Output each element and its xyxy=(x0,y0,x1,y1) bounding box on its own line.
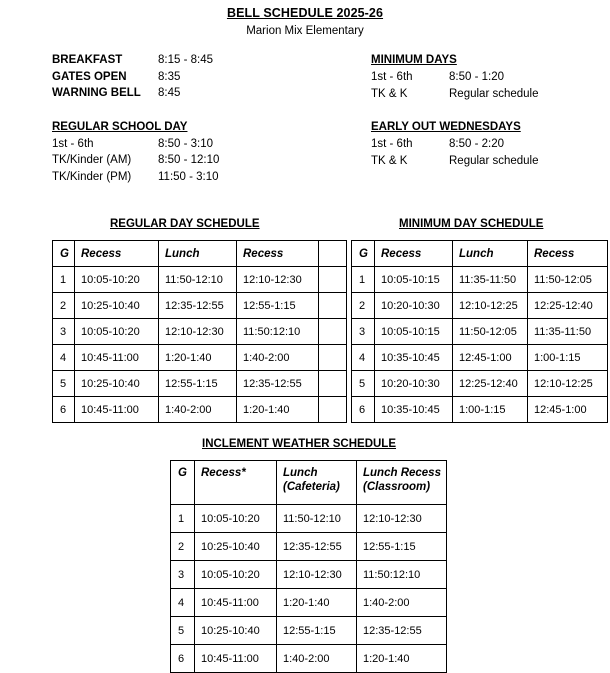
cell-recess2: 12:45-1:00 xyxy=(528,397,608,423)
info-row xyxy=(52,85,219,102)
cell-recess2: 12:55-1:15 xyxy=(237,293,319,319)
info-label: 1st - 6th xyxy=(371,138,413,150)
cell-lunch: 12:45-1:00 xyxy=(453,345,528,371)
column-header-lunch: Lunch xyxy=(453,241,528,267)
info-row xyxy=(371,153,539,170)
minimum-day-schedule-heading: MINIMUM DAY SCHEDULE xyxy=(399,218,544,230)
cell-lunch: 1:40-2:00 xyxy=(159,397,237,423)
cell-lunch: 12:10-12:25 xyxy=(453,293,528,319)
info-label: BREAKFAST xyxy=(52,54,123,66)
info-value: 11:50 - 3:10 xyxy=(158,170,219,183)
cell-lunch-recess: 12:10-12:30 xyxy=(357,505,447,533)
info-row xyxy=(52,136,219,153)
info-row xyxy=(52,69,219,86)
cell-lunch: 12:10-12:30 xyxy=(277,561,357,589)
table-header-row xyxy=(352,241,608,267)
regular-school-day-group xyxy=(52,119,219,186)
early-out-wednesdays-heading: EARLY OUT WEDNESDAYS xyxy=(371,121,521,133)
special-days-column xyxy=(371,52,539,169)
regular-day-schedule-table xyxy=(52,240,347,423)
info-row xyxy=(52,169,219,186)
info-value: 8:50 - 1:20 xyxy=(449,71,504,83)
table-row xyxy=(171,533,447,561)
cell-lunch: 12:55-1:15 xyxy=(159,371,237,397)
column-header-lunch-line1: Lunch xyxy=(283,467,318,479)
cell-grade: 2 xyxy=(171,533,195,561)
cell-grade: 2 xyxy=(352,293,375,319)
info-label: WARNING BELL xyxy=(52,87,141,99)
cell-recess1: 10:35-10:45 xyxy=(375,397,453,423)
cell-recess: 10:45-11:00 xyxy=(195,589,277,617)
cell-grade: 1 xyxy=(53,267,75,293)
cell-recess1: 10:05-10:15 xyxy=(375,319,453,345)
column-header-lunch-line2: (Cafeteria) xyxy=(283,481,340,493)
cell-grade: 2 xyxy=(53,293,75,319)
info-label: 1st - 6th xyxy=(371,71,413,83)
cell-lunch-recess: 11:50:12:10 xyxy=(357,561,447,589)
cell-lunch: 11:50-12:10 xyxy=(277,505,357,533)
cell-lunch: 11:50-12:10 xyxy=(159,267,237,293)
cell-recess: 10:25-10:40 xyxy=(195,533,277,561)
cell-lunch: 12:35-12:55 xyxy=(159,293,237,319)
minimum-days-group xyxy=(371,52,539,102)
cell-recess2: 12:25-12:40 xyxy=(528,293,608,319)
daily-times-column xyxy=(52,52,219,185)
cell-recess2: 12:35-12:55 xyxy=(237,371,319,397)
cell-recess1: 10:45-11:00 xyxy=(75,345,159,371)
regular-day-schedule-heading: REGULAR DAY SCHEDULE xyxy=(110,218,260,230)
cell-recess1: 10:05-10:15 xyxy=(375,267,453,293)
cell-grade: 4 xyxy=(53,345,75,371)
cell-recess2: 1:20-1:40 xyxy=(237,397,319,423)
column-header-recess2: Recess xyxy=(237,241,319,267)
cell-recess1: 10:35-10:45 xyxy=(375,345,453,371)
column-header-lunch-cafeteria xyxy=(277,461,357,505)
cell-recess2: 1:40-2:00 xyxy=(237,345,319,371)
cell-grade: 1 xyxy=(352,267,375,293)
cell-lunch: 11:35-11:50 xyxy=(453,267,528,293)
document-header xyxy=(0,6,610,39)
table-row xyxy=(53,293,347,319)
minimum-days-heading: MINIMUM DAYS xyxy=(371,54,457,66)
info-row xyxy=(52,52,219,69)
info-value: 8:50 - 3:10 xyxy=(158,137,213,150)
info-value: Regular schedule xyxy=(449,87,539,100)
cell-recess2: 11:35-11:50 xyxy=(528,319,608,345)
cell-grade: 5 xyxy=(352,371,375,397)
table-row xyxy=(53,345,347,371)
cell-lunch: 12:55-1:15 xyxy=(277,617,357,645)
cell-grade: 1 xyxy=(171,505,195,533)
column-header-lunch-recess-classroom xyxy=(357,461,447,505)
cell-lunch: 1:20-1:40 xyxy=(159,345,237,371)
info-label: TK & K xyxy=(371,154,408,167)
cell-grade: 4 xyxy=(171,589,195,617)
cell-grade: 5 xyxy=(53,371,75,397)
cell-grade: 6 xyxy=(53,397,75,423)
cell-recess1: 10:20-10:30 xyxy=(375,371,453,397)
inclement-weather-schedule-table xyxy=(170,460,447,673)
info-value: 8:15 - 8:45 xyxy=(158,54,213,66)
cell-grade: 3 xyxy=(171,561,195,589)
cell-blank xyxy=(319,345,347,371)
school-name: Marion Mix Elementary xyxy=(246,25,364,37)
info-row xyxy=(371,69,539,86)
cell-lunch: 1:20-1:40 xyxy=(277,589,357,617)
cell-lunch: 12:25-12:40 xyxy=(453,371,528,397)
regular-school-day-heading: REGULAR SCHOOL DAY xyxy=(52,120,188,133)
table-row xyxy=(53,371,347,397)
cell-recess2: 12:10-12:30 xyxy=(237,267,319,293)
cell-recess2: 11:50-12:05 xyxy=(528,267,608,293)
column-header-recess2: Recess xyxy=(528,241,608,267)
minimum-day-schedule-table xyxy=(351,240,608,423)
cell-recess: 10:25-10:40 xyxy=(195,617,277,645)
cell-recess2: 12:10-12:25 xyxy=(528,371,608,397)
cell-recess1: 10:05-10:20 xyxy=(75,319,159,345)
cell-lunch: 12:35-12:55 xyxy=(277,533,357,561)
page-title: BELL SCHEDULE 2025-26 xyxy=(226,6,384,20)
cell-grade: 6 xyxy=(352,397,375,423)
column-header-grade: G xyxy=(352,241,375,267)
info-value: 8:50 - 2:20 xyxy=(449,138,504,150)
column-header-recess1: Recess xyxy=(375,241,453,267)
cell-blank xyxy=(319,397,347,423)
table-row xyxy=(53,319,347,345)
inclement-weather-schedule-heading: INCLEMENT WEATHER SCHEDULE xyxy=(202,438,397,450)
column-header-lunch: Lunch xyxy=(159,241,237,267)
table-row xyxy=(171,589,447,617)
cell-grade: 5 xyxy=(171,617,195,645)
table-row xyxy=(53,267,347,293)
cell-recess2: 11:50:12:10 xyxy=(237,319,319,345)
info-value: 8:35 xyxy=(158,70,181,83)
info-row xyxy=(371,136,539,153)
table-row xyxy=(171,617,447,645)
info-value: 8:50 - 12:10 xyxy=(158,154,220,166)
info-label: TK/Kinder (PM) xyxy=(52,170,132,183)
table-row xyxy=(171,561,447,589)
table-row xyxy=(352,345,608,371)
info-label: 1st - 6th xyxy=(52,137,94,150)
table-row xyxy=(171,505,447,533)
cell-blank xyxy=(319,267,347,293)
cell-lunch: 1:00-1:15 xyxy=(453,397,528,423)
column-header-grade: G xyxy=(171,461,195,505)
cell-recess1: 10:25-10:40 xyxy=(75,371,159,397)
column-header-recess: Recess* xyxy=(195,461,277,505)
cell-grade: 3 xyxy=(352,319,375,345)
cell-lunch-recess: 12:55-1:15 xyxy=(357,533,447,561)
daily-times-group xyxy=(52,52,219,102)
cell-recess1: 10:05-10:20 xyxy=(75,267,159,293)
early-out-wednesdays-group xyxy=(371,119,539,169)
cell-grade: 6 xyxy=(171,645,195,673)
cell-blank xyxy=(319,371,347,397)
info-value: 8:45 xyxy=(158,87,181,99)
table-row xyxy=(352,397,608,423)
cell-recess2: 1:00-1:15 xyxy=(528,345,608,371)
cell-recess: 10:05-10:20 xyxy=(195,505,277,533)
table-row xyxy=(53,397,347,423)
cell-lunch: 12:10-12:30 xyxy=(159,319,237,345)
info-label: TK/Kinder (AM) xyxy=(52,154,132,166)
cell-recess: 10:45-11:00 xyxy=(195,645,277,673)
cell-blank xyxy=(319,293,347,319)
column-header-grade: G xyxy=(53,241,75,267)
cell-lunch-recess: 1:20-1:40 xyxy=(357,645,447,673)
column-header-recess1: Recess xyxy=(75,241,159,267)
cell-grade: 3 xyxy=(53,319,75,345)
table-row xyxy=(352,293,608,319)
table-row xyxy=(352,319,608,345)
cell-recess1: 10:20-10:30 xyxy=(375,293,453,319)
info-row xyxy=(371,86,539,103)
cell-grade: 4 xyxy=(352,345,375,371)
table-row xyxy=(352,267,608,293)
cell-lunch-recess: 12:35-12:55 xyxy=(357,617,447,645)
table-header-row xyxy=(53,241,347,267)
cell-recess: 10:05-10:20 xyxy=(195,561,277,589)
cell-lunch: 1:40-2:00 xyxy=(277,645,357,673)
table-row xyxy=(352,371,608,397)
column-header-blank xyxy=(319,241,347,267)
cell-lunch-recess: 1:40-2:00 xyxy=(357,589,447,617)
cell-lunch: 11:50-12:05 xyxy=(453,319,528,345)
info-row xyxy=(52,152,219,169)
column-header-lunch-recess-line2: (Classroom) xyxy=(363,481,431,493)
table-row xyxy=(171,645,447,673)
table-header-row xyxy=(171,461,447,505)
cell-recess1: 10:25-10:40 xyxy=(75,293,159,319)
info-label: TK & K xyxy=(371,87,408,100)
info-value: Regular schedule xyxy=(449,154,539,167)
info-label: GATES OPEN xyxy=(52,70,127,83)
column-header-lunch-recess-line1: Lunch Recess xyxy=(363,467,441,479)
cell-recess1: 10:45-11:00 xyxy=(75,397,159,423)
cell-blank xyxy=(319,319,347,345)
